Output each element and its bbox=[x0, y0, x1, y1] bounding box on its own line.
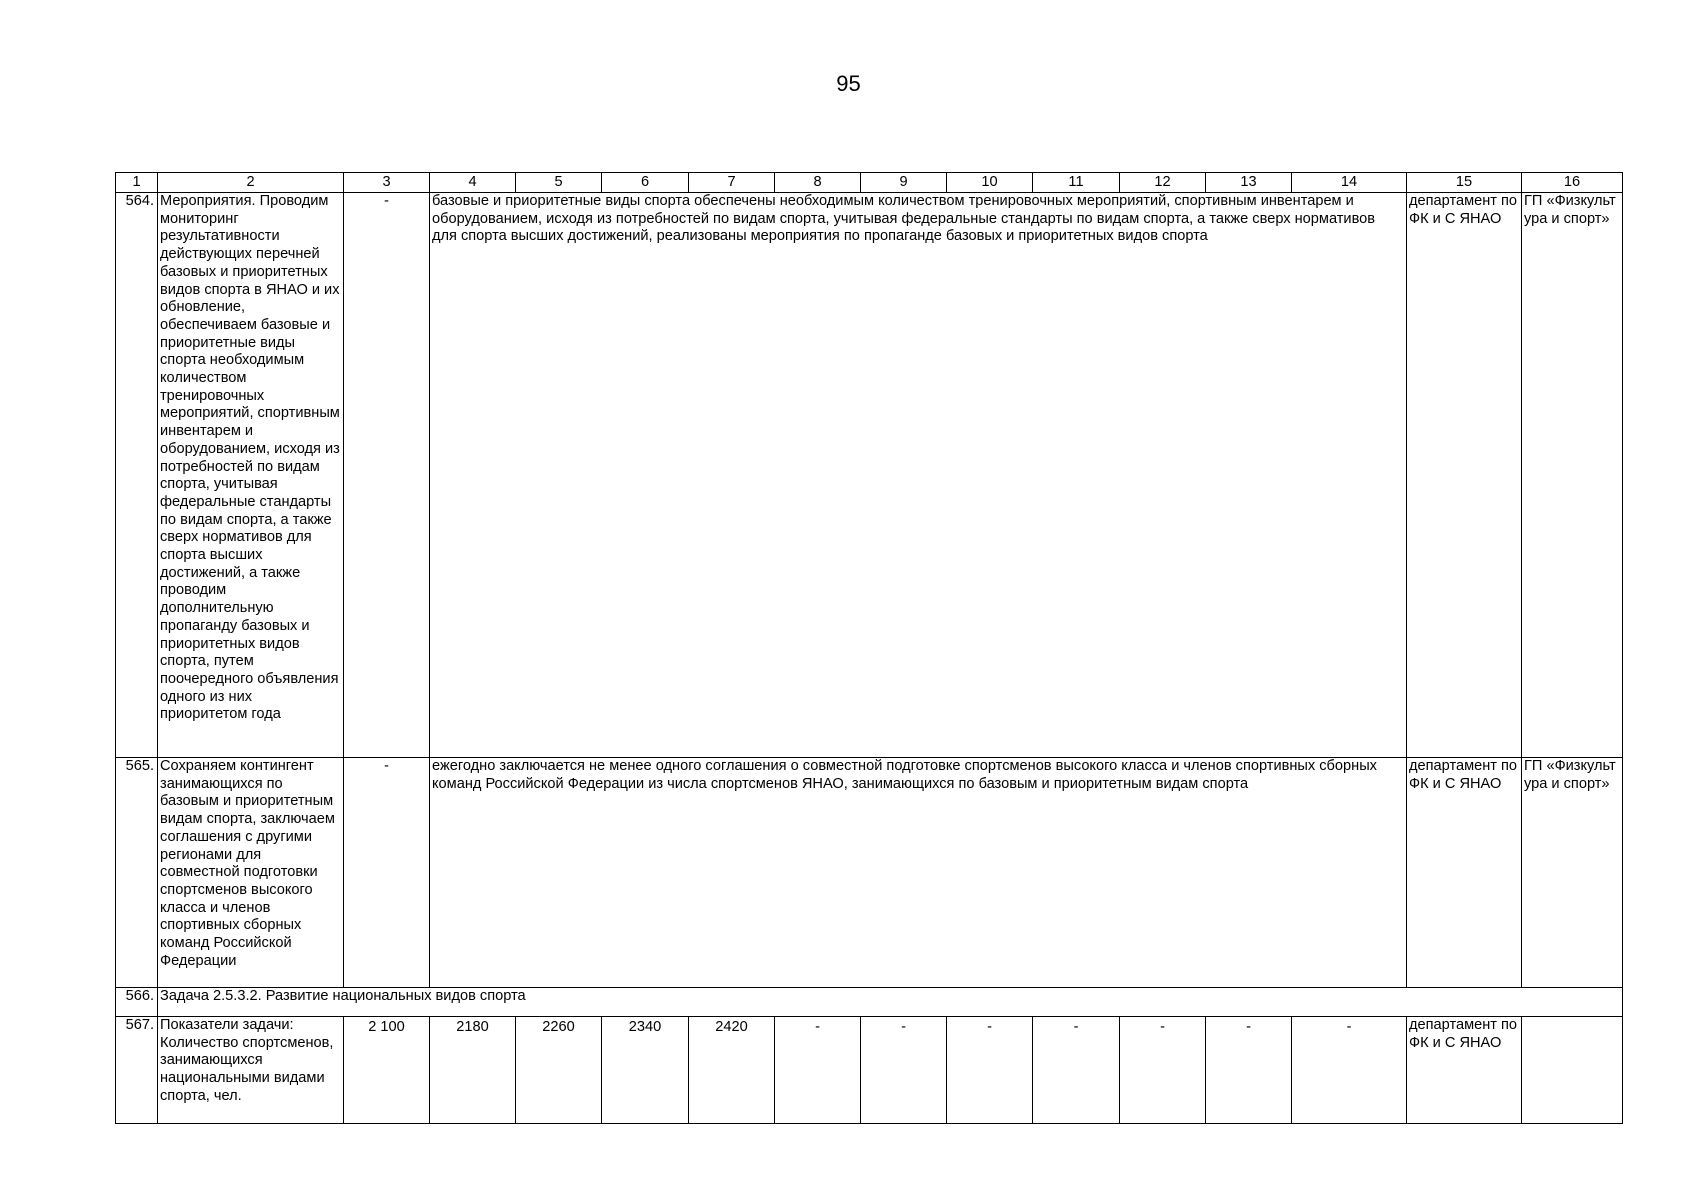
column-header: 9 bbox=[861, 173, 947, 193]
executor: департамент по ФК и С ЯНАО bbox=[1407, 758, 1522, 988]
row-number: 567. bbox=[116, 1017, 158, 1124]
program-reference bbox=[1522, 1017, 1623, 1124]
indicator-value: - bbox=[1033, 1017, 1120, 1124]
column-header: 2 bbox=[158, 173, 344, 193]
program-reference: ГП «Физкультура и спорт» bbox=[1522, 758, 1623, 988]
table-row bbox=[116, 758, 1623, 988]
indicator-value: 2180 bbox=[430, 1017, 516, 1124]
expected-result: базовые и приоритетные виды спорта обеспечены необходимым количеством тренировочных мероприятий, спортивным инвентарем и оборудованием, исходя из потребностей по видам спорта, учитывая федеральные стандарты по видам спорта, а также сверх нормативов для спорта высших достижений, реализованы мероприятия по пропаганде базовых и приоритетных видов спорта bbox=[430, 193, 1407, 758]
indicator-value: 2 100 bbox=[344, 1017, 430, 1124]
column-header: 16 bbox=[1522, 173, 1623, 193]
indicator-value: - bbox=[861, 1017, 947, 1124]
column-header: 1 bbox=[116, 173, 158, 193]
column-header: 8 bbox=[775, 173, 861, 193]
task-heading: Задача 2.5.3.2. Развитие национальных видов спорта bbox=[158, 988, 1623, 1017]
table-row bbox=[116, 193, 1623, 758]
column-header: 14 bbox=[1292, 173, 1407, 193]
indicator-value: - bbox=[947, 1017, 1033, 1124]
indicator-value: - bbox=[1292, 1017, 1407, 1124]
indicator-value: - bbox=[775, 1017, 861, 1124]
row-number: 565. bbox=[116, 758, 158, 988]
column-number-row bbox=[116, 173, 1623, 193]
activity-description: Мероприятия. Проводим мониторинг результативности действующих перечней базовых и приоритетных видов спорта в ЯНАО и их обновление, обеспечиваем базовые и приоритетные виды спорта необходимым количеством тренировочных мероприятий, спортивным инвентарем и оборудованием, исходя из потребностей по видам спорта, учитывая федеральные стандарты по видам спорта, а также сверх нормативов для спорта высших достижений, а также проводим дополнительную пропаганду базовых и приоритетных видов спорта, путем поочередного объявления одного из них приоритетом года bbox=[158, 193, 344, 758]
indicator-value: - bbox=[1206, 1017, 1292, 1124]
program-table bbox=[115, 172, 1623, 1124]
column-header: 4 bbox=[430, 173, 516, 193]
column-header: 10 bbox=[947, 173, 1033, 193]
baseline-value: - bbox=[344, 193, 430, 758]
column-header: 11 bbox=[1033, 173, 1120, 193]
column-header: 12 bbox=[1120, 173, 1206, 193]
column-header: 15 bbox=[1407, 173, 1522, 193]
executor: департамент по ФК и С ЯНАО bbox=[1407, 193, 1522, 758]
program-reference: ГП «Физкультура и спорт» bbox=[1522, 193, 1623, 758]
column-header: 3 bbox=[344, 173, 430, 193]
column-header: 13 bbox=[1206, 173, 1292, 193]
indicator-value: 2340 bbox=[602, 1017, 689, 1124]
column-header: 5 bbox=[516, 173, 602, 193]
table-row bbox=[116, 988, 1623, 1017]
row-number: 566. bbox=[116, 988, 158, 1017]
page-number: 95 bbox=[836, 71, 861, 96]
table-row bbox=[116, 1017, 1623, 1124]
expected-result: ежегодно заключается не менее одного соглашения о совместной подготовке спортсменов высокого класса и членов спортивных сборных команд Российской Федерации из числа спортсменов ЯНАО, занимающихся по базовым и приоритетным видам спорта bbox=[430, 758, 1407, 988]
column-header: 6 bbox=[602, 173, 689, 193]
row-number: 564. bbox=[116, 193, 158, 758]
column-header: 7 bbox=[689, 173, 775, 193]
baseline-value: - bbox=[344, 758, 430, 988]
indicator-value: 2420 bbox=[689, 1017, 775, 1124]
indicator-value: - bbox=[1120, 1017, 1206, 1124]
indicator-value: 2260 bbox=[516, 1017, 602, 1124]
activity-description: Сохраняем контингент занимающихся по базовым и приоритетным видам спорта, заключаем соглашения с другими регионами для совместной подготовки спортсменов высокого класса и членов спортивных сборных команд Российской Федерации bbox=[158, 758, 344, 988]
executor: департамент по ФК и С ЯНАО bbox=[1407, 1017, 1522, 1124]
indicator-description: Показатели задачи: Количество спортсменов, занимающихся национальными видами спорта, чел. bbox=[158, 1017, 344, 1124]
